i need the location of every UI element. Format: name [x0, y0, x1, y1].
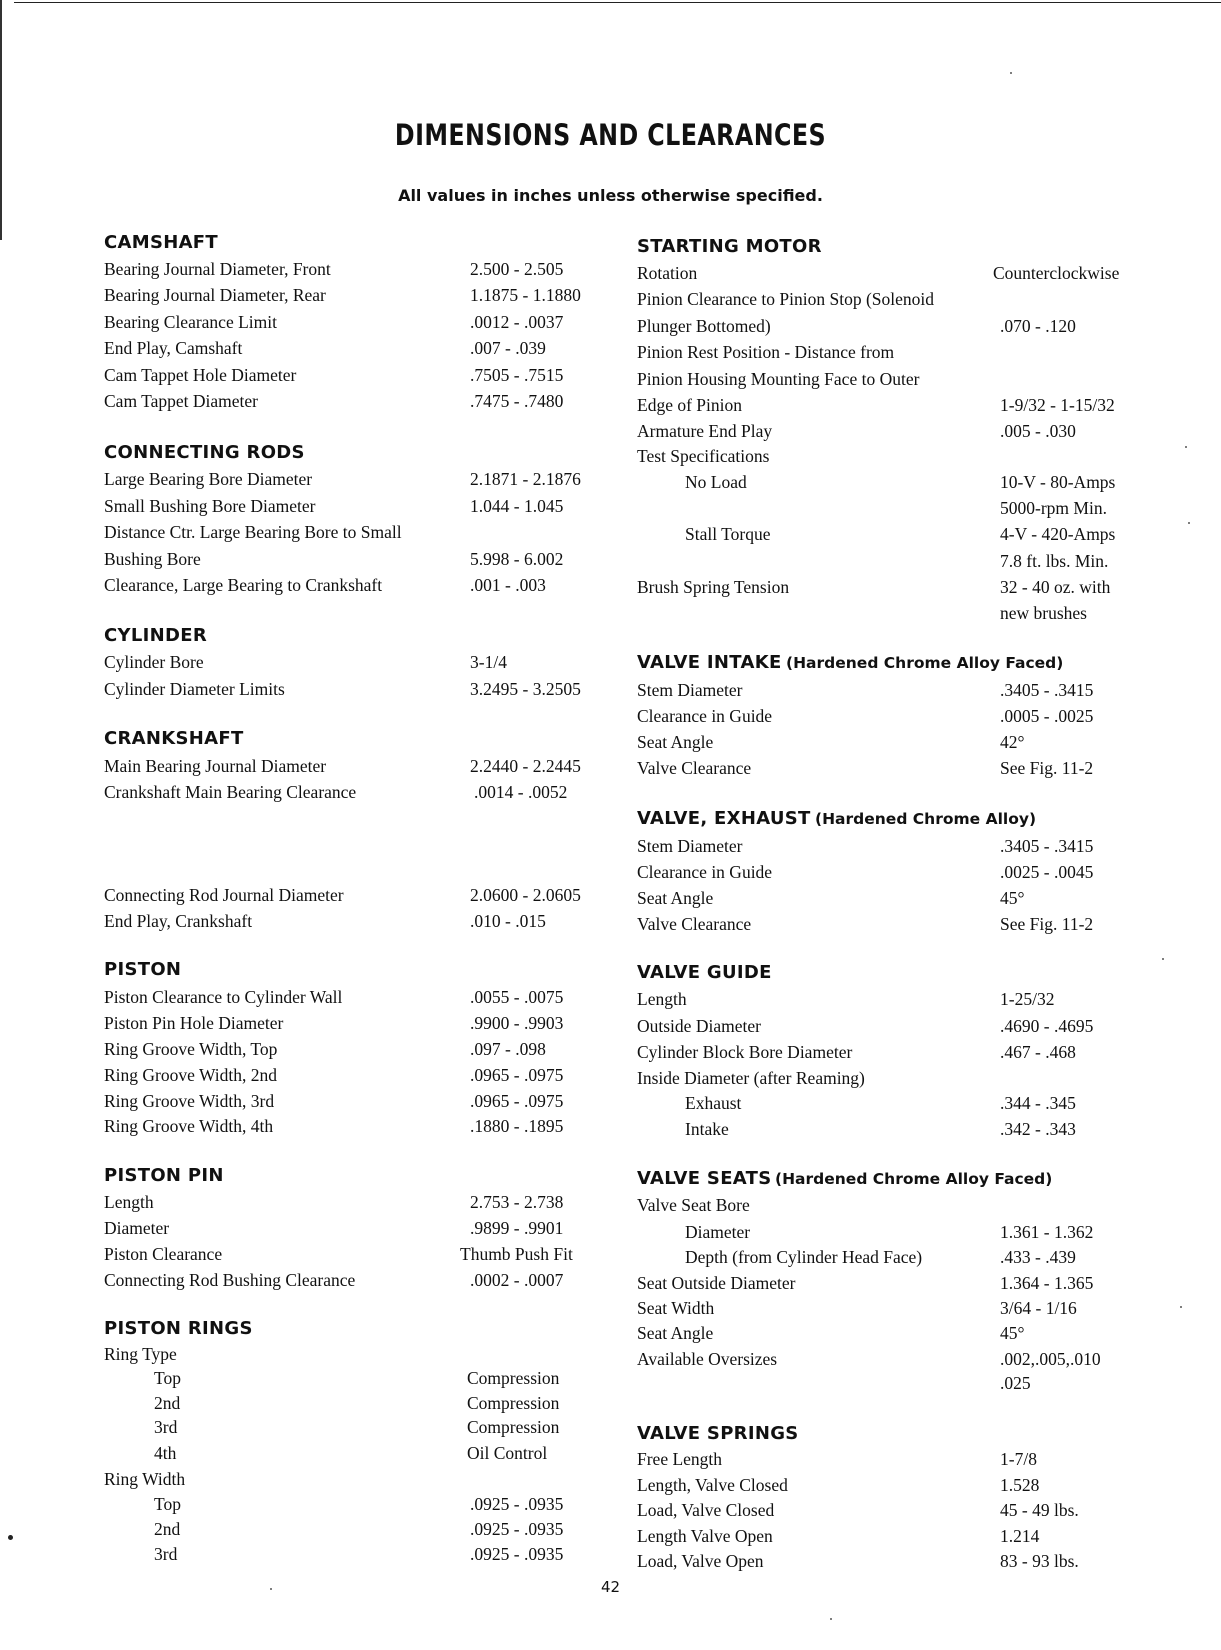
spec-label: Plunger Bottomed)	[637, 316, 771, 336]
spec-row-length	[0, 986, 1221, 1012]
spec-row-outside-diameter	[0, 1013, 1221, 1039]
spec-value: 2.500 - 2.505	[470, 259, 564, 279]
spec-value: 2.753 - 2.738	[470, 1192, 564, 1212]
section-title: STARTING MOTOR	[637, 236, 822, 257]
spec-value: .0965 - .0975	[470, 1091, 564, 1111]
section-header-valve-intake	[0, 650, 1221, 676]
spec-label: Crankshaft Main Bearing Clearance	[104, 782, 357, 802]
spec-value: Compression	[467, 1417, 560, 1437]
spec-label: Stem Diameter	[637, 680, 743, 700]
spec-label: Bearing Journal Diameter, Front	[104, 259, 331, 279]
spec-label: No Load	[685, 472, 747, 492]
spec-value: 7.8 ft. lbs. Min.	[1000, 551, 1109, 571]
spec-value: .070 - .120	[1000, 316, 1076, 336]
section-title: VALVE INTAKE	[637, 652, 782, 673]
spec-row-depth-from-cylinder-head-face	[0, 1244, 1221, 1270]
spec-value: .0005 - .0025	[1000, 706, 1094, 726]
spec-label: Outside Diameter	[637, 1016, 761, 1036]
spec-label: Edge of Pinion	[637, 395, 742, 415]
spec-row-valve-clearance	[0, 911, 1221, 937]
spec-value: Compression	[467, 1368, 560, 1388]
spec-label: Load, Valve Closed	[637, 1500, 775, 1520]
spec-row-length-valve-closed	[0, 1472, 1221, 1498]
spec-value: .7505 - .7515	[470, 365, 564, 385]
spec-value: .002,.005,.010	[1000, 1349, 1101, 1369]
spec-row-length-valve-open	[0, 1523, 1221, 1549]
spec-value: 32 - 40 oz. with	[1000, 577, 1111, 597]
spec-label: Rotation	[637, 263, 698, 283]
spec-value: .344 - .345	[1000, 1093, 1076, 1113]
spec-label: Ring Groove Width, 4th	[104, 1116, 274, 1136]
spec-label: Piston Pin Hole Diameter	[104, 1013, 284, 1033]
spec-value: .7475 - .7480	[470, 391, 564, 411]
spec-label: 3rd	[154, 1544, 178, 1564]
spec-row-cylinder-block-bore-diameter	[0, 1039, 1221, 1065]
spec-value: .005 - .030	[1000, 421, 1076, 441]
spec-value: 4-V - 420-Amps	[1000, 524, 1116, 544]
spec-label: Stall Torque	[685, 524, 771, 544]
spec-label: Seat Width	[637, 1298, 715, 1318]
spec-row-pinion-rest-position-distance-from	[0, 339, 1221, 365]
spec-row-intake	[0, 1116, 1221, 1142]
spec-value: 1.1875 - 1.1880	[470, 285, 581, 305]
spec-label: Pinion Clearance to Pinion Stop (Solenoid	[637, 289, 934, 309]
spec-label: Available Oversizes	[637, 1349, 778, 1369]
section-header-valve-springs	[0, 1421, 1221, 1447]
section-title: CAMSHAFT	[104, 232, 218, 253]
spec-value: 45°	[1000, 888, 1025, 908]
spec-label: Piston Clearance	[104, 1244, 223, 1264]
spec-row-seat-angle	[0, 1320, 1221, 1346]
spec-row-exhaust	[0, 1090, 1221, 1116]
spec-label: Bearing Clearance Limit	[104, 312, 277, 332]
spec-value: .0925 - .0935	[470, 1519, 564, 1539]
scan-speck	[1185, 446, 1187, 448]
section-title: VALVE, EXHAUST	[637, 808, 811, 829]
spec-value: 45 - 49 lbs.	[1000, 1500, 1079, 1520]
spec-value: .007 - .039	[470, 338, 546, 358]
spec-label: 2nd	[154, 1393, 181, 1413]
page-subtitle: All values in inches unless otherwise specified.	[398, 186, 823, 205]
spec-row-seat-outside-diameter	[0, 1270, 1221, 1296]
scan-speck	[1180, 1306, 1182, 1308]
spec-value: .025	[1000, 1373, 1031, 1393]
spec-label: Intake	[685, 1119, 729, 1139]
spec-label: Bearing Journal Diameter, Rear	[104, 285, 326, 305]
spec-label: Length Valve Open	[637, 1526, 773, 1546]
spec-label: Pinion Housing Mounting Face to Outer	[637, 369, 920, 389]
spec-value: See Fig. 11-2	[1000, 758, 1094, 778]
spec-label: Length	[637, 989, 687, 1009]
spec-row-new-brushes	[0, 600, 1221, 626]
spec-label: Ring Groove Width, Top	[104, 1039, 278, 1059]
spec-value: 83 - 93 lbs.	[1000, 1551, 1079, 1571]
spec-label: Ring Type	[104, 1344, 177, 1364]
spec-row-rotation	[0, 260, 1221, 286]
spec-value: 1.044 - 1.045	[470, 496, 564, 516]
section-header-starting-motor	[0, 234, 1221, 260]
spec-value: .3405 - .3415	[1000, 836, 1094, 856]
spec-label: Top	[154, 1494, 181, 1514]
spec-label: Connecting Rod Journal Diameter	[104, 885, 344, 905]
spec-value: 3/64 - 1/16	[1000, 1298, 1077, 1318]
spec-label: Clearance, Large Bearing to Crankshaft	[104, 575, 383, 595]
spec-row-7-8-ft-lbs-min	[0, 548, 1221, 574]
spec-value: 42°	[1000, 732, 1025, 752]
spec-row-5000-rpm-min	[0, 495, 1221, 521]
spec-row-free-length	[0, 1446, 1221, 1472]
spec-value: .9900 - .9903	[470, 1013, 564, 1033]
spec-label: Armature End Play	[637, 421, 773, 441]
spec-label: Cylinder Block Bore Diameter	[637, 1042, 853, 1062]
spec-label: Length, Valve Closed	[637, 1475, 788, 1495]
spec-label: Ring Groove Width, 2nd	[104, 1065, 277, 1085]
spec-row-stall-torque	[0, 521, 1221, 547]
spec-value: 1.364 - 1.365	[1000, 1273, 1094, 1293]
spec-label: Small Bushing Bore Diameter	[104, 496, 316, 516]
spec-label: Load, Valve Open	[637, 1551, 764, 1571]
spec-label: End Play, Crankshaft	[104, 911, 253, 931]
spec-label: Length	[104, 1192, 154, 1212]
section-title: CYLINDER	[104, 625, 207, 646]
spec-value: .097 - .098	[470, 1039, 546, 1059]
spec-row-seat-width	[0, 1295, 1221, 1321]
spec-row-pinion-housing-mounting-face-to-outer	[0, 366, 1221, 392]
spec-label: Bushing Bore	[104, 549, 201, 569]
spec-row-stem-diameter	[0, 833, 1221, 859]
spec-label: 4th	[154, 1443, 177, 1463]
spec-row-valve-clearance	[0, 755, 1221, 781]
spec-value: .0014 - .0052	[474, 782, 568, 802]
spec-label: Cam Tappet Diameter	[104, 391, 258, 411]
spec-value: 1-7/8	[1000, 1449, 1037, 1469]
spec-value: .010 - .015	[470, 911, 546, 931]
section-header-valve-seats	[0, 1166, 1221, 1192]
spec-value: 10-V - 80-Amps	[1000, 472, 1116, 492]
spec-label: Test Specifications	[637, 446, 770, 466]
spec-value: .0925 - .0935	[470, 1494, 564, 1514]
section-title: VALVE SEATS	[637, 1168, 772, 1189]
spec-label: Seat Outside Diameter	[637, 1273, 796, 1293]
spec-value: .0025 - .0045	[1000, 862, 1094, 882]
section-title: VALVE SPRINGS	[637, 1423, 799, 1444]
spec-row-edge-of-pinion	[0, 392, 1221, 418]
spec-label: Clearance in Guide	[637, 862, 773, 882]
spec-value: Compression	[467, 1393, 560, 1413]
scan-speck	[270, 1588, 272, 1590]
spec-label: 2nd	[154, 1519, 181, 1539]
spec-value: 3.2495 - 3.2505	[470, 679, 581, 699]
spec-value: 1.214	[1000, 1526, 1040, 1546]
spec-label: Valve Clearance	[637, 758, 752, 778]
spec-label: Brush Spring Tension	[637, 577, 790, 597]
spec-label: Cam Tappet Hole Diameter	[104, 365, 297, 385]
scan-speck	[1188, 522, 1190, 524]
section-note: (Hardened Chrome Alloy Faced)	[775, 1170, 1053, 1188]
spec-row-inside-diameter-after-reaming	[0, 1065, 1221, 1091]
spec-value: 3-1/4	[470, 652, 507, 672]
spec-label: Ring Groove Width, 3rd	[104, 1091, 275, 1111]
spec-row-clearance-in-guide	[0, 703, 1221, 729]
spec-value: .3405 - .3415	[1000, 680, 1094, 700]
spec-value: .342 - .343	[1000, 1119, 1076, 1139]
section-header-cylinder	[0, 623, 1221, 649]
spec-row-load-valve-closed	[0, 1497, 1221, 1523]
spec-row-plunger-bottomed	[0, 313, 1221, 339]
spec-row-clearance-in-guide	[0, 859, 1221, 885]
spec-value: Counterclockwise	[993, 263, 1120, 283]
spec-label: Piston Clearance to Cylinder Wall	[104, 987, 343, 1007]
spec-label: Exhaust	[685, 1093, 742, 1113]
scan-speck	[830, 1618, 832, 1620]
spec-value: 45°	[1000, 1323, 1025, 1343]
spec-value: 1.361 - 1.362	[1000, 1222, 1094, 1242]
spec-row-pinion-clearance-to-pinion-stop-solenoid	[0, 286, 1221, 312]
section-title: PISTON RINGS	[104, 1318, 253, 1339]
spec-row-brush-spring-tension	[0, 574, 1221, 600]
section-note: (Hardened Chrome Alloy)	[815, 810, 1037, 828]
spec-row-no-load	[0, 469, 1221, 495]
spec-label: Inside Diameter (after Reaming)	[637, 1068, 865, 1088]
spec-label: Cylinder Bore	[104, 652, 204, 672]
spec-value: .001 - .003	[470, 575, 546, 595]
section-header-valve-exhaust	[0, 806, 1221, 832]
spec-label: Connecting Rod Bushing Clearance	[104, 1270, 356, 1290]
spec-label: Large Bearing Bore Diameter	[104, 469, 313, 489]
spec-value: .467 - .468	[1000, 1042, 1076, 1062]
spec-row-seat-angle	[0, 885, 1221, 911]
spec-value: 5.998 - 6.002	[470, 549, 564, 569]
spec-label: Free Length	[637, 1449, 723, 1469]
spec-value: new brushes	[1000, 603, 1087, 623]
spec-row-025	[0, 1370, 1221, 1396]
spec-label: 3rd	[154, 1417, 178, 1437]
spec-value: 1.528	[1000, 1475, 1040, 1495]
spec-label: Clearance in Guide	[637, 706, 773, 726]
spec-label: Distance Ctr. Large Bearing Bore to Small	[104, 522, 402, 542]
spec-label: Diameter	[685, 1222, 751, 1242]
section-header-valve-guide	[0, 960, 1221, 986]
spec-value: See Fig. 11-2	[1000, 914, 1094, 934]
spec-row-diameter	[0, 1219, 1221, 1245]
top-rule	[14, 2, 1221, 3]
spec-label: Depth (from Cylinder Head Face)	[685, 1247, 923, 1267]
page-number: 42	[600, 1578, 621, 1596]
spec-value: .0012 - .0037	[470, 312, 564, 332]
section-title: CRANKSHAFT	[104, 728, 244, 749]
section-note: (Hardened Chrome Alloy Faced)	[786, 654, 1064, 672]
spec-value: .0002 - .0007	[470, 1270, 564, 1290]
section-title: PISTON	[104, 959, 182, 980]
section-title: VALVE GUIDE	[637, 962, 772, 983]
spec-label: Diameter	[104, 1218, 170, 1238]
spec-row-test-specifications	[0, 443, 1221, 469]
spec-value: 1-9/32 - 1-15/32	[1000, 395, 1115, 415]
spec-value: Thumb Push Fit	[460, 1244, 573, 1264]
spec-value: 5000-rpm Min.	[1000, 498, 1107, 518]
spec-row-armature-end-play	[0, 418, 1221, 444]
spec-label: Stem Diameter	[637, 836, 743, 856]
spec-row-stem-diameter	[0, 677, 1221, 703]
spec-label: Top	[154, 1368, 181, 1388]
spec-label: Valve Clearance	[637, 914, 752, 934]
scan-speck	[1010, 72, 1012, 74]
spec-value: 2.1871 - 2.1876	[470, 469, 581, 489]
section-title: CONNECTING RODS	[104, 442, 305, 463]
spec-label: Seat Angle	[637, 1323, 714, 1343]
spec-label: Valve Seat Bore	[637, 1195, 750, 1215]
spec-row-available-oversizes	[0, 1346, 1221, 1372]
spec-row-load-valve-open	[0, 1548, 1221, 1574]
spec-value: .1880 - .1895	[470, 1116, 564, 1136]
spec-value: .0925 - .0935	[470, 1544, 564, 1564]
spec-label: Ring Width	[104, 1469, 186, 1489]
spec-label: End Play, Camshaft	[104, 338, 243, 358]
spec-value: 2.2440 - 2.2445	[470, 756, 581, 776]
spec-label: Main Bearing Journal Diameter	[104, 756, 327, 776]
scan-speck	[8, 1535, 13, 1540]
spec-label: Pinion Rest Position - Distance from	[637, 342, 895, 362]
spec-value: Oil Control	[467, 1443, 548, 1463]
spec-value: .433 - .439	[1000, 1247, 1076, 1267]
spec-row-valve-seat-bore	[0, 1192, 1221, 1218]
spec-row-crankshaft-main-bearing-clearance	[0, 779, 1221, 805]
spec-label: Seat Angle	[637, 888, 714, 908]
spec-label: Seat Angle	[637, 732, 714, 752]
scan-speck	[1162, 958, 1164, 960]
spec-value: .0965 - .0975	[470, 1065, 564, 1085]
spec-row-seat-angle	[0, 729, 1221, 755]
spec-value: .0055 - .0075	[470, 987, 564, 1007]
page-title: DIMENSIONS AND CLEARANCES	[394, 118, 827, 152]
spec-value: 2.0600 - 2.0605	[470, 885, 581, 905]
spec-label: Cylinder Diameter Limits	[104, 679, 285, 699]
spec-value: .9899 - .9901	[470, 1218, 564, 1238]
spec-value: 1-25/32	[1000, 989, 1055, 1009]
spec-value: .4690 - .4695	[1000, 1016, 1094, 1036]
section-title: PISTON PIN	[104, 1165, 224, 1186]
